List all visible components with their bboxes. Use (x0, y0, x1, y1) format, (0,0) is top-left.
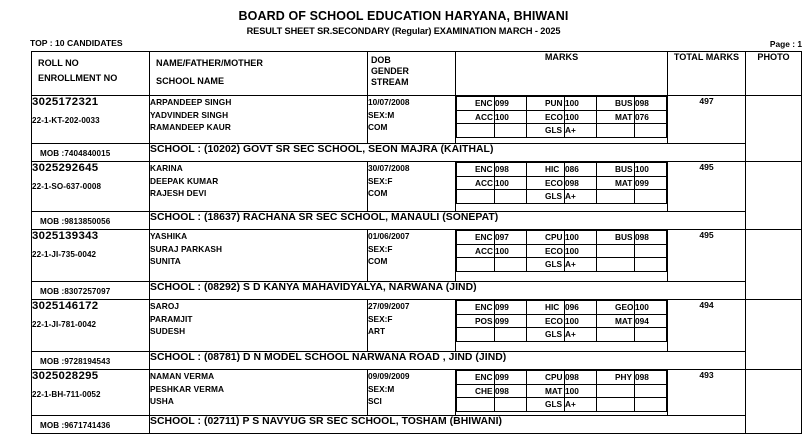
enrollment-no-value: 22-1-BH-711-0052 (32, 390, 101, 399)
stream-value: COM (368, 122, 388, 133)
table-row-school (32, 282, 802, 300)
dob-value: 09/09/2009 (368, 371, 410, 381)
mark-value (495, 190, 527, 204)
marks-row (457, 328, 667, 342)
marks-row (457, 244, 667, 258)
mark-subject (597, 398, 635, 412)
father-name: YADVINDER SINGH (150, 109, 229, 120)
marks-row (457, 190, 667, 204)
cell-roll-no (32, 96, 150, 144)
mark-subject: ECO (527, 176, 565, 190)
father-name: PESHKAR VERMA (150, 383, 225, 394)
mother-name: SUDESH (150, 326, 186, 337)
mark-value (495, 258, 527, 272)
candidate-name: ARPANDEEP SINGH (150, 97, 232, 107)
mark-value (495, 124, 527, 138)
candidate-name: YASHIKA (150, 231, 188, 241)
cell-roll-no (32, 162, 150, 212)
mark-value: 098 (565, 371, 597, 385)
mark-value: 100 (495, 176, 527, 190)
roll-no-value: 3025292645 (32, 162, 99, 174)
school-name-value: SCHOOL : (08292) S D KANYA MAHAVIDYALYA, NARWANA (JIND) (150, 282, 477, 293)
marks-grid (456, 96, 667, 138)
mark-subject: ACC (457, 176, 495, 190)
stream-value: COM (368, 256, 388, 267)
roll-no-value: 3025146172 (32, 300, 99, 312)
candidate-name: KARINA (150, 163, 183, 173)
column-header-dob-line2: GENDER (371, 66, 409, 77)
mark-subject: MAT (597, 110, 635, 124)
mark-value: A+ (565, 190, 597, 204)
mark-value: 076 (635, 110, 667, 124)
enrollment-no-value: 22-1-JI-781-0042 (32, 320, 97, 329)
mark-subject (457, 398, 495, 412)
father-name: DEEPAK KUMAR (150, 175, 219, 186)
school-name-value: SCHOOL : (08781) D N MODEL SCHOOL NARWANA ROAD , JIND (JIND) (150, 352, 507, 363)
mark-value (635, 124, 667, 138)
cell-total-marks: 493 (668, 370, 746, 416)
mark-subject: GLS (527, 258, 565, 272)
mobile-no-value: MOB :7404840015 (40, 149, 111, 158)
cell-roll-no (32, 300, 150, 352)
mark-value: 099 (495, 314, 527, 328)
mark-value (495, 398, 527, 412)
table-row-school (32, 416, 802, 434)
school-name-value: SCHOOL : (10202) GOVT SR SEC SCHOOL, SEON MAJRA (KAITHAL) (150, 144, 494, 155)
roll-no-value: 3025028295 (32, 370, 99, 382)
marks-grid (456, 370, 667, 412)
table-row (32, 96, 802, 144)
mark-subject: GLS (527, 190, 565, 204)
cell-names (150, 300, 368, 352)
marks-row (457, 398, 667, 412)
dob-value: 30/07/2008 (368, 163, 410, 173)
mark-value (635, 244, 667, 258)
stream-value: SCI (368, 396, 382, 407)
candidate-name: SAROJ (150, 301, 180, 311)
cell-dob-gender-stream (368, 162, 456, 212)
mark-value: 100 (635, 301, 667, 315)
column-header-name-line2: SCHOOL NAME (156, 76, 225, 86)
mark-value (635, 384, 667, 398)
mark-subject: ENC (457, 301, 495, 315)
column-header-marks: MARKS (456, 52, 668, 96)
cell-school-name (150, 416, 746, 434)
mark-value: 099 (495, 371, 527, 385)
mark-value: A+ (565, 124, 597, 138)
mark-value: 100 (565, 314, 597, 328)
mark-subject: GLS (527, 398, 565, 412)
mark-subject: BUS (597, 163, 635, 177)
father-name: SURAJ PARKASH (150, 243, 223, 254)
cell-total-marks: 495 (668, 230, 746, 282)
column-header-roll-no-line1: ROLL NO (38, 58, 79, 68)
gender-value: SEX:F (368, 313, 393, 324)
cell-mobile-no (32, 416, 150, 434)
column-header-name (150, 52, 368, 96)
mark-value: 100 (565, 110, 597, 124)
column-header-dob (368, 52, 456, 96)
cell-dob-gender-stream (368, 96, 456, 144)
mark-subject: POS (457, 314, 495, 328)
cell-photo (746, 162, 802, 230)
mark-subject (597, 258, 635, 272)
mother-name: USHA (150, 396, 174, 407)
meta-row (0, 38, 807, 51)
page-number-label: Page : 1 (769, 39, 802, 49)
mark-value: 098 (565, 176, 597, 190)
mother-name: SUNITA (150, 256, 181, 267)
mark-value: 098 (495, 384, 527, 398)
mark-subject: MAT (597, 314, 635, 328)
column-header-roll-no (32, 52, 150, 96)
mark-subject: PUN (527, 97, 565, 111)
marks-row (457, 258, 667, 272)
column-header-roll-no-line2: ENROLLMENT NO (38, 73, 118, 83)
mark-value: 100 (565, 231, 597, 245)
mark-value: 098 (495, 163, 527, 177)
cell-school-name (150, 282, 746, 300)
mark-subject: CPU (527, 231, 565, 245)
table-header (32, 52, 802, 96)
column-header-name-line1: NAME/FATHER/MOTHER (156, 58, 263, 68)
mark-subject: ECO (527, 244, 565, 258)
top-candidates-label: TOP : 10 CANDIDATES (30, 38, 123, 48)
school-name-value: SCHOOL : (02711) P S NAVYUG SR SEC SCHOOL, TOSHAM (BHIWANI) (150, 416, 503, 427)
school-name-value: SCHOOL : (18637) RACHANA SR SEC SCHOOL, MANAULI (SONEPAT) (150, 212, 499, 223)
cell-names (150, 162, 368, 212)
mark-value: 100 (635, 163, 667, 177)
stream-value: COM (368, 188, 388, 199)
gender-value: SEX:F (368, 175, 393, 186)
enrollment-no-value: 22-1-JI-735-0042 (32, 250, 97, 259)
mark-subject (457, 124, 495, 138)
marks-row (457, 176, 667, 190)
mother-name: RAJESH DEVI (150, 188, 207, 199)
cell-roll-no (32, 230, 150, 282)
column-header-dob-line3: STREAM (371, 77, 409, 88)
mark-subject: MAT (527, 384, 565, 398)
mark-value (635, 258, 667, 272)
marks-grid (456, 162, 667, 204)
mobile-no-value: MOB :9813850056 (40, 217, 111, 226)
mark-subject: CPU (527, 371, 565, 385)
table-row (32, 162, 802, 212)
cell-marks (456, 300, 668, 352)
roll-no-value: 3025172321 (32, 96, 99, 108)
document-header (0, 0, 807, 37)
mark-subject: BUS (597, 231, 635, 245)
mark-subject (597, 124, 635, 138)
gender-value: SEX:M (368, 109, 395, 120)
mark-subject (597, 190, 635, 204)
mobile-no-value: MOB :9671741436 (40, 421, 111, 430)
marks-row (457, 301, 667, 315)
dob-value: 01/06/2007 (368, 231, 410, 241)
cell-marks (456, 230, 668, 282)
mark-subject: BUS (597, 97, 635, 111)
mark-subject: ENC (457, 371, 495, 385)
mark-subject: GLS (527, 124, 565, 138)
marks-row (457, 110, 667, 124)
mark-subject: ECO (527, 314, 565, 328)
mark-value (495, 328, 527, 342)
mark-value: 096 (565, 301, 597, 315)
cell-mobile-no (32, 352, 150, 370)
marks-row (457, 124, 667, 138)
mark-value: 099 (495, 301, 527, 315)
enrollment-no-value: 22-1-SO-637-0008 (32, 182, 102, 191)
mark-subject: ENC (457, 97, 495, 111)
mark-value: 100 (565, 97, 597, 111)
table-row-school (32, 144, 802, 162)
table-row (32, 300, 802, 352)
marks-row (457, 314, 667, 328)
table-body (32, 96, 802, 434)
gender-value: SEX:F (368, 243, 393, 254)
mobile-no-value: MOB :9728194543 (40, 357, 111, 366)
cell-mobile-no (32, 282, 150, 300)
mark-value: 098 (635, 231, 667, 245)
mark-value: A+ (565, 328, 597, 342)
mark-subject: ENC (457, 163, 495, 177)
mark-value: 098 (635, 371, 667, 385)
dob-value: 10/07/2008 (368, 97, 410, 107)
cell-dob-gender-stream (368, 300, 456, 352)
mark-subject (597, 384, 635, 398)
mark-value: 097 (495, 231, 527, 245)
mark-subject: HIC (527, 163, 565, 177)
mark-value: 094 (635, 314, 667, 328)
mark-value: 099 (635, 176, 667, 190)
header-row (32, 52, 802, 96)
marks-row (457, 371, 667, 385)
cell-mobile-no (32, 144, 150, 162)
mark-subject: ACC (457, 110, 495, 124)
table-row (32, 230, 802, 282)
mark-value: 098 (635, 97, 667, 111)
candidate-name: NAMAN VERMA (150, 371, 215, 381)
mark-value: 100 (565, 244, 597, 258)
mark-value: 086 (565, 163, 597, 177)
cell-photo (746, 300, 802, 370)
cell-total-marks: 494 (668, 300, 746, 352)
gender-value: SEX:M (368, 383, 395, 394)
column-header-dob-line1: DOB (371, 55, 391, 65)
mark-value (635, 398, 667, 412)
column-header-total-marks: TOTAL MARKS (668, 52, 746, 96)
mark-subject (457, 258, 495, 272)
mark-value: A+ (565, 398, 597, 412)
mark-subject (597, 244, 635, 258)
marks-grid (456, 300, 667, 342)
table-row-school (32, 212, 802, 230)
cell-names (150, 230, 368, 282)
mark-subject: CHE (457, 384, 495, 398)
marks-row (457, 163, 667, 177)
mother-name: RAMANDEEP KAUR (150, 122, 231, 133)
marks-row (457, 97, 667, 111)
marks-row (457, 384, 667, 398)
mark-subject: ECO (527, 110, 565, 124)
page-subtitle: RESULT SHEET SR.SECONDARY (Regular) EXAMINATION MARCH - 2025 (246, 26, 561, 36)
mark-value: 100 (565, 384, 597, 398)
mark-value: 099 (495, 97, 527, 111)
mark-subject (457, 190, 495, 204)
mark-subject: HIC (527, 301, 565, 315)
mark-subject: PHY (597, 371, 635, 385)
mark-subject: ENC (457, 231, 495, 245)
marks-row (457, 231, 667, 245)
cell-dob-gender-stream (368, 230, 456, 282)
mobile-no-value: MOB :8307257097 (40, 287, 111, 296)
mark-subject (457, 328, 495, 342)
mark-subject: ACC (457, 244, 495, 258)
cell-photo (746, 96, 802, 162)
cell-marks (456, 162, 668, 212)
mark-subject: MAT (597, 176, 635, 190)
mark-value: 100 (495, 110, 527, 124)
mark-subject (597, 328, 635, 342)
mark-subject: GLS (527, 328, 565, 342)
cell-names (150, 96, 368, 144)
father-name: PARAMJIT (150, 313, 193, 324)
mark-value (635, 190, 667, 204)
dob-value: 27/09/2007 (368, 301, 410, 311)
roll-no-value: 3025139343 (32, 230, 99, 242)
column-header-photo: PHOTO (746, 52, 802, 96)
cell-school-name (150, 352, 746, 370)
mark-value (635, 328, 667, 342)
cell-photo (746, 230, 802, 300)
cell-photo (746, 370, 802, 434)
page-title: BOARD OF SCHOOL EDUCATION HARYANA, BHIWANI (238, 9, 569, 23)
cell-school-name (150, 212, 746, 230)
mark-value: A+ (565, 258, 597, 272)
enrollment-no-value: 22-1-KT-202-0033 (32, 116, 100, 125)
mark-subject: GEO (597, 301, 635, 315)
mark-value: 100 (495, 244, 527, 258)
cell-mobile-no (32, 212, 150, 230)
cell-marks (456, 96, 668, 144)
stream-value: ART (368, 326, 386, 337)
cell-total-marks: 495 (668, 162, 746, 212)
cell-total-marks: 497 (668, 96, 746, 144)
result-table (31, 51, 802, 434)
marks-grid (456, 230, 667, 272)
table-row-school (32, 352, 802, 370)
cell-school-name (150, 144, 746, 162)
